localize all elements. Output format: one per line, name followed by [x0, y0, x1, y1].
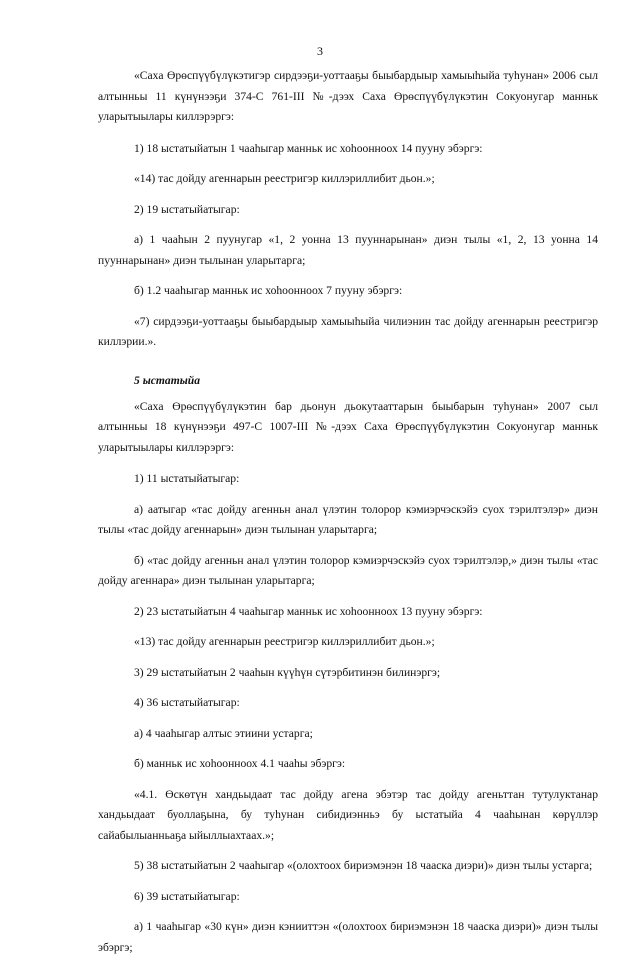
- paragraph-item: а) 4 чааһыгар алтыс этиини устарга;: [134, 726, 313, 740]
- paragraph-item: 1) 11 ыстатыйатыгар:: [134, 472, 240, 485]
- paragraph-item: б) «тас дойду агенньн анал үлэтин толорор кэмиэрчэскэйэ суох тэрилтэлэр,» диэн тылы «тас дойду агеннара» диэн тылынан уларытарга;: [98, 553, 598, 587]
- paragraph-item: 3) 29 ыстатыйатын 2 чааһын күүһүн сүтэрбитинэн билинэргэ;: [134, 665, 441, 679]
- paragraph-item: а) 1 чааһыгар «30 күн» диэн кэнииттэн «(олохтоох бириэмэнэн 18 чааска диэри)» диэн тылы эбэргэ;: [98, 920, 598, 954]
- paragraph-item: 1) 18 ыстатыйатын 1 чааһыгар манньк ис хоһоонноох 14 пууну эбэргэ:: [134, 141, 483, 155]
- paragraph-item: «7) сирдээҕи-уоттааҕы быыбардыыр хамыыһыйа чилиэнин тас дойду агеннарын реестригэр киллэрии.».: [98, 314, 598, 348]
- paragraph-item: а) 1 чааһын 2 пуунугар «1, 2 уонна 13 пууннарынан» диэн тылы «1, 2, 13 уонна 14 пууннарынан» диэн тылынан уларытарга;: [98, 233, 598, 267]
- paragraph-item: «13) тас дойду агеннарын реестригэр киллэриллибит дьон.»;: [134, 635, 435, 648]
- paragraph-amendment-intro: «Саха Өрөспүүбүлүкэтигэр сирдээҕи-уоттааҕы быыбардыыр хамыыһыйа туһунан» 2006 сыл алтынньы 11 күнүнээҕи 374-С 761-III №-дээх Саха Өрөспүүбүлүкэтин Сокуонугар манньк уларытыылары киллэрэргэ:: [98, 69, 598, 123]
- paragraph-amendment-intro: «Саха Өрөспүүбүлүкэтин бар дьонун дьокутааттарын быыбарын туһунан» 2007 сыл алтынньы 18 күнүнээҕи 497-С 1007-III №-дээх Саха Өрөспүүбүлүкэтин Сокуонугар манньк уларытыылары киллэрэргэ:: [98, 399, 598, 454]
- paragraph-item: а) аатыгар «тас дойду агенньн анал үлэтин толорор кэмиэрчэскэйэ суох тэрилтэлэр» диэн тылы «тас дойду агеннарын» диэн тылынан уларытарга;: [98, 502, 598, 536]
- paragraph-item: 2) 23 ыстатыйатын 4 чааһыгар манньк ис хоһоонноох 13 пууну эбэргэ:: [134, 604, 483, 618]
- document-body: [98, 66, 598, 968]
- paragraph-item: 6) 39 ыстатыйатыгар:: [134, 889, 240, 903]
- article-heading: 5 ыстатыйа: [134, 373, 201, 387]
- paragraph-item: б) манньк ис хоһоонноох 4.1 чааһы эбэргэ:: [134, 757, 346, 770]
- paragraph-item: «14) тас дойду агеннарын реестригэр киллэриллибит дьон.»;: [134, 172, 435, 185]
- paragraph-item: 5) 38 ыстатыйатын 2 чааһыгар «(олохтоох бириэмэнэн 18 чааска диэри)» диэн тылы устарга;: [134, 859, 593, 872]
- paragraph-item: 4) 36 ыстатыйатыгар:: [134, 696, 240, 709]
- paragraph-item: 2) 19 ыстатыйатыгар:: [134, 202, 240, 216]
- paragraph-item: «4.1. Өскөтүн хандьыдаат тас дойду агена эбэтэр тас дойду агеньттан тутулуктанар хандьыдаат буоллаҕына, бу туһунан сибидиэнньэ бу ыстатыйа 4 чааһынан көрүллэр сайабылыанньаҕа ыйыллыахтаах.»;: [98, 787, 598, 842]
- page-number: 3: [317, 44, 323, 58]
- paragraph-item: б) 1.2 чааһыгар манньк ис хоһоонноох 7 пууну эбэргэ:: [134, 284, 403, 297]
